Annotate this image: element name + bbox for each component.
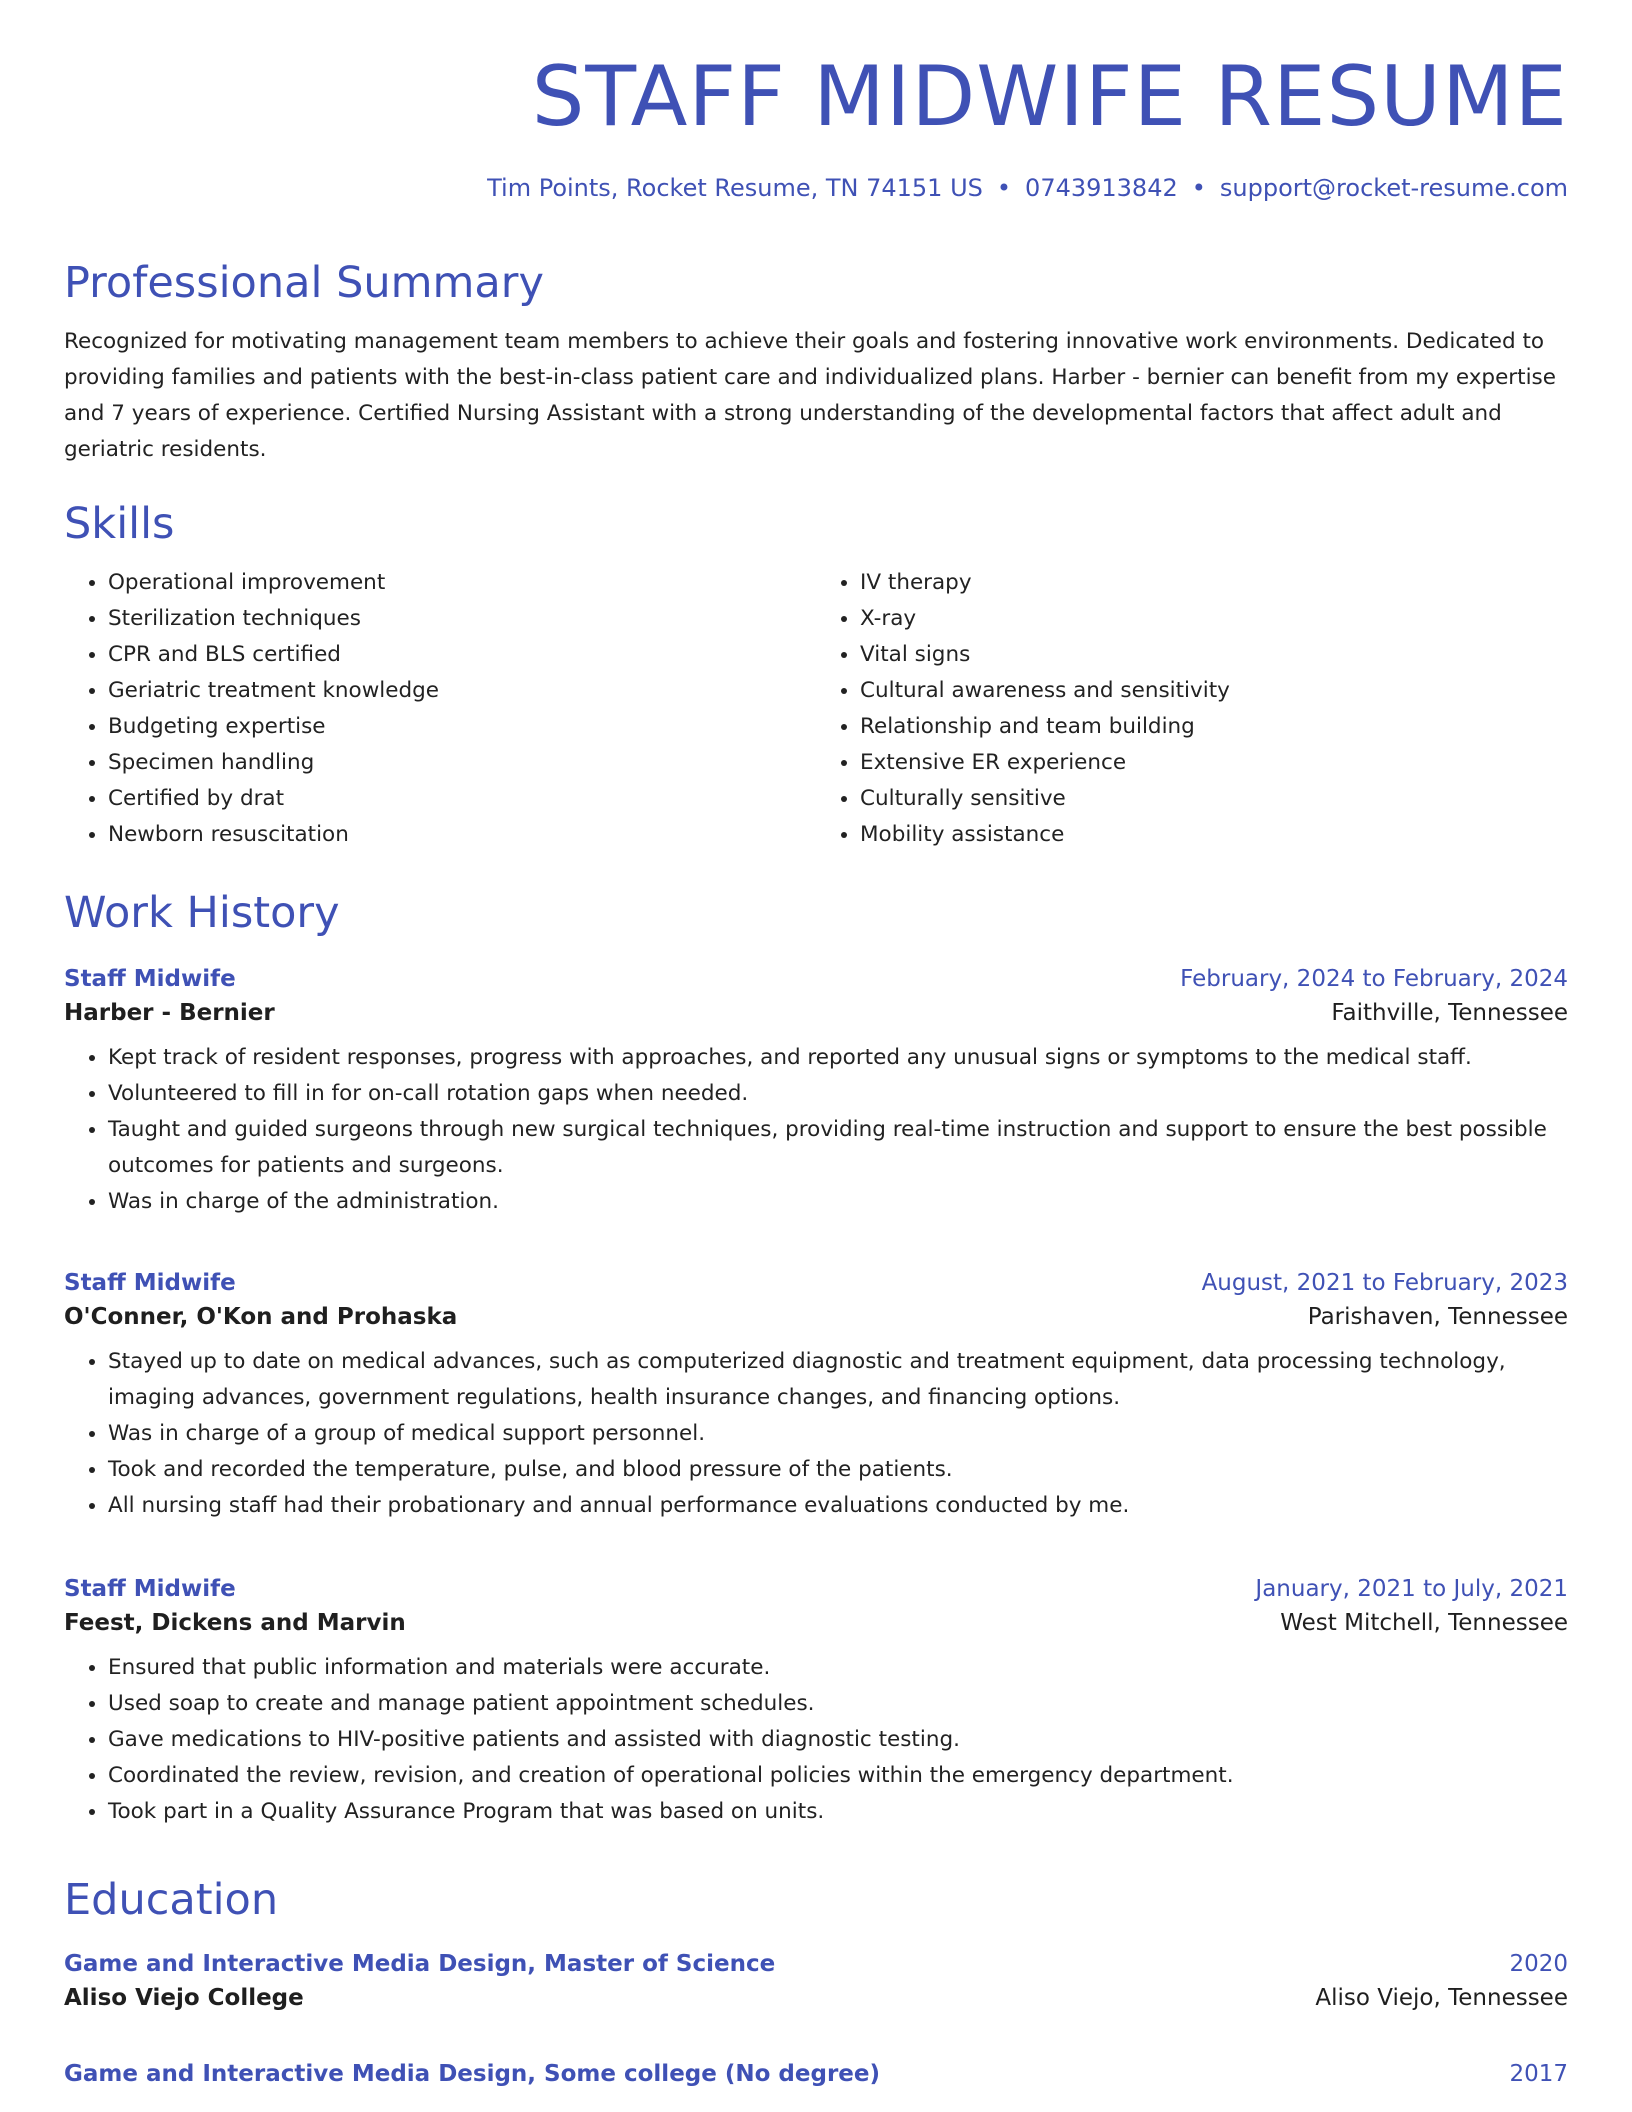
job-bullet: • All nursing staff had their probationary and annual performance evaluations conducted by me. [108, 1488, 1568, 1524]
contact-address: Tim Points, Rocket Resume, TN 74151 US [487, 174, 983, 202]
job-bullet: • Took part in a Quality Assurance Program that was based on units. [108, 1794, 1568, 1830]
education-degree: Game and Interactive Media Design, Master of Science [64, 1951, 776, 1977]
job-bullet: • Gave medications to HIV-positive patients and assisted with diagnostic testing. [108, 1722, 1568, 1758]
skills-columns [64, 565, 1568, 853]
job-company: O'Conner, O'Kon and Prohaska [64, 1304, 458, 1330]
skill-item: • IV therapy [860, 565, 1568, 601]
job-title: Staff Midwife [64, 1270, 236, 1296]
skill-item: • Relationship and team building [860, 709, 1568, 745]
contact-line [64, 174, 1568, 203]
education-degree: Game and Interactive Media Design, Some college (No degree) [64, 2061, 881, 2087]
skill-item: • Culturally sensitive [860, 781, 1568, 817]
job-bullet: • Used soap to create and manage patient appointment schedules. [108, 1686, 1568, 1722]
skills-section [64, 499, 1568, 853]
job-location: Parishaven, Tennessee [1307, 1304, 1568, 1330]
job-bullet: • Taught and guided surgeons through new surgical techniques, providing real-time instruction and support to ensure the best possible outcomes for patients and surgeons. [108, 1112, 1568, 1184]
education-year: 2020 [1509, 1951, 1568, 1977]
education-entry [64, 2061, 1568, 2087]
skill-item: • Operational improvement [108, 565, 816, 601]
job-location: West Mitchell, Tennessee [1280, 1610, 1568, 1636]
job-bullet: • Volunteered to fill in for on-call rotation gaps when needed. [108, 1076, 1568, 1112]
contact-separator: • [996, 174, 1012, 202]
job-bullet: • Kept track of resident responses, progress with approaches, and reported any unusual signs or symptoms to the medical staff. [108, 1040, 1568, 1076]
work-history-heading: Work History [64, 888, 340, 938]
education-year: 2017 [1509, 2061, 1568, 2087]
job-bullet: • Coordinated the review, revision, and creation of operational policies within the emergency department. [108, 1758, 1568, 1794]
job-entry [64, 1270, 1568, 1524]
skill-item: • Mobility assistance [860, 817, 1568, 853]
job-company: Harber - Bernier [64, 1000, 275, 1026]
contact-phone: 0743913842 [1025, 174, 1178, 202]
job-bullets [64, 1650, 1568, 1830]
job-bullet: • Ensured that public information and materials were accurate. [108, 1650, 1568, 1686]
job-bullets [64, 1040, 1568, 1220]
skill-item: • CPR and BLS certified [108, 637, 816, 673]
skills-heading: Skills [64, 499, 175, 549]
work-history-heading-wrap [64, 888, 1568, 940]
skill-item: • Cultural awareness and sensitivity [860, 673, 1568, 709]
skills-list-right [816, 565, 1568, 853]
job-entry [64, 966, 1568, 1220]
skill-item: • X-ray [860, 601, 1568, 637]
education-heading-wrap [64, 1875, 1568, 1927]
job-location: Faithville, Tennessee [1331, 1000, 1568, 1026]
job-bullet: • Was in charge of the administration. [108, 1184, 1568, 1220]
job-entry [64, 1576, 1568, 1830]
summary-heading: Professional Summary [64, 258, 544, 308]
summary-section [64, 258, 1568, 468]
skill-item: • Specimen handling [108, 745, 816, 781]
job-company: Feest, Dickens and Marvin [64, 1610, 406, 1636]
skill-item: • Certified by drat [108, 781, 816, 817]
skill-item: • Geriatric treatment knowledge [108, 673, 816, 709]
education-school: Aliso Viejo College [64, 1985, 304, 2011]
resume-title: STAFF MIDWIFE RESUME [531, 48, 1568, 145]
contact-separator: • [1191, 174, 1206, 202]
education-entry [64, 1951, 1568, 2011]
job-title: Staff Midwife [64, 966, 236, 992]
skills-list-left [64, 565, 816, 853]
job-dates: February, 2024 to February, 2024 [1180, 966, 1568, 992]
summary-text: Recognized for motivating management team members to achieve their goals and fostering innovative work environments. Dedicated to providing families and patients with the best-in-class patient care and individualized plans. Harber - bernier can benefit from my expertise and 7 years of experience. Certified Nursing Assistant with a strong understanding of the developmental factors that affect adult and geriatric residents. [64, 328, 1556, 462]
skill-item: • Budgeting expertise [108, 709, 816, 745]
education-heading: Education [64, 1875, 279, 1925]
skill-item: • Newborn resuscitation [108, 817, 816, 853]
job-bullet: • Stayed up to date on medical advances, such as computerized diagnostic and treatment equipment, data processing technology, imaging advances, government regulations, health insurance changes, and financing options. [108, 1344, 1568, 1416]
job-dates: January, 2021 to July, 2021 [1255, 1576, 1568, 1602]
education-location: Aliso Viejo, Tennessee [1315, 1985, 1568, 2011]
skill-item: • Sterilization techniques [108, 601, 816, 637]
contact-email[interactable]: support@rocket-resume.com [1219, 174, 1568, 202]
job-bullets [64, 1344, 1568, 1524]
job-title: Staff Midwife [64, 1576, 236, 1602]
skill-item: • Vital signs [860, 637, 1568, 673]
job-bullet: • Took and recorded the temperature, pulse, and blood pressure of the patients. [108, 1452, 1568, 1488]
skill-item: • Extensive ER experience [860, 745, 1568, 781]
job-bullet: • Was in charge of a group of medical support personnel. [108, 1416, 1568, 1452]
job-dates: August, 2021 to February, 2023 [1201, 1270, 1568, 1296]
